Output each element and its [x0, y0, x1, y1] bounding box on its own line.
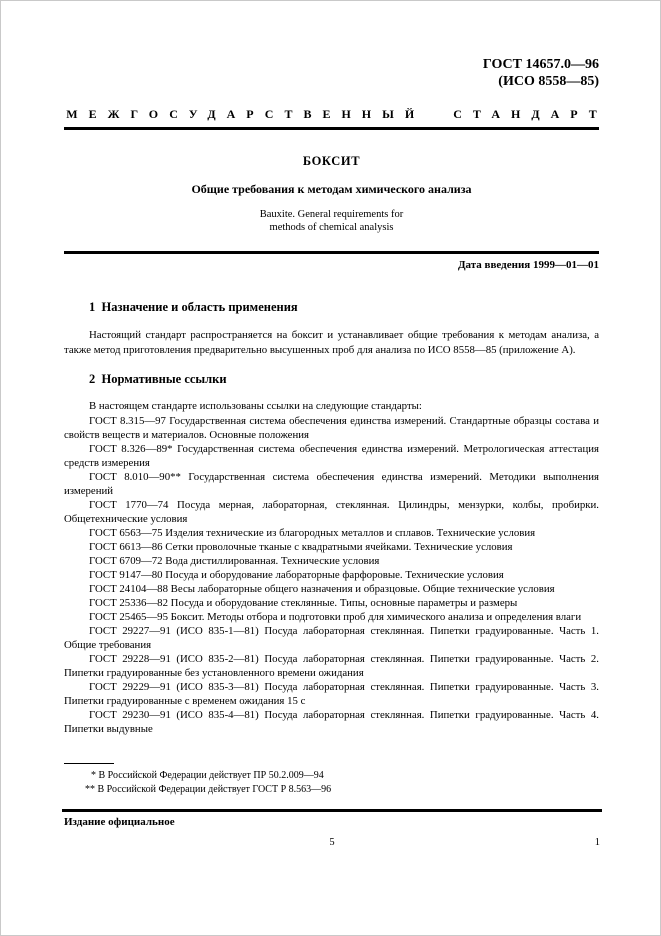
- footer-block: [62, 809, 602, 851]
- doc-number-block: [64, 56, 599, 90]
- references-list: [64, 414, 599, 736]
- header-divider: [64, 127, 599, 130]
- reference-item: ГОСТ 24104—88 Весы лабораторные общего назначения и образцовые. Общие технические условия: [89, 582, 555, 595]
- reference-item: ГОСТ 8.010—90** Государственная система обеспечения единства измерений. Методики выполнения измерений: [64, 470, 599, 497]
- reference-item: ГОСТ 25336—82 Посуда и оборудование стеклянные. Типы, основные параметры и размеры: [89, 596, 518, 609]
- reference-item: ГОСТ 29228—91 (ИСО 835-2—81) Посуда лабораторная стеклянная. Пипетки градуированные. Часть 2. Пипетки градуированные без установленного времени ожидания: [64, 652, 599, 679]
- reference-item: ГОСТ 6563—75 Изделия технические из благородных металлов и сплавов. Технические условия: [89, 526, 536, 539]
- reference-item: ГОСТ 1770—74 Посуда мерная, лабораторная, стеклянная. Цилиндры, мензурки, колбы, пробирки. Общетехнические условия: [64, 498, 599, 525]
- reference-item: ГОСТ 8.326—89* Государственная система обеспечения единства измерений. Метрологическая аттестация средств измерения: [64, 442, 599, 469]
- reference-item: ГОСТ 29229—91 (ИСО 835-3—81) Посуда лабораторная стеклянная. Пипетки градуированные. Часть 3. Пипетки градуированные с временем ожидания 15 с: [64, 680, 599, 707]
- reference-item: ГОСТ 29227—91 (ИСО 835-1—81) Посуда лабораторная стеклянная. Пипетки градуированные. Часть 1. Общие требования: [64, 624, 599, 651]
- edition-note: Издание официальное: [64, 815, 175, 828]
- doc-title-english: [64, 208, 599, 234]
- reference-item: ГОСТ 9147—80 Посуда и оборудование лабораторные фарфоровые. Технические условия: [89, 568, 504, 581]
- reference-item: ГОСТ 25465—95 Боксит. Методы отбора и подготовки проб для химического анализа и определения влаги: [89, 610, 582, 623]
- doc-title: БОКСИТ: [302, 154, 361, 168]
- doc-title-english-line2: methods of chemical analysis: [269, 222, 394, 233]
- reference-item: ГОСТ 29230—91 (ИСО 835-4—81) Посуда лабораторная стеклянная. Пипетки градуированные. Часть 4. Пипетки выдувные: [64, 708, 599, 735]
- doc-title-english-line1: Bauxite. General requirements for: [259, 209, 404, 220]
- section-2-intro: В настоящем стандарте использованы ссылки на следующие стандарты:: [89, 400, 422, 412]
- footnote-1: * В Российской Федерации действует ПР 50.2.009—94: [91, 770, 324, 781]
- doc-iso-number: (ИСО 8558—85): [498, 74, 599, 89]
- section-1-paragraph: Настоящий стандарт распространяется на боксит и устанавливает общие требования к методам анализа, а также метод приготовления предварительно высушенных проб для анализа по ИСО 8558—85 (приложение А).: [64, 329, 599, 356]
- effective-date: Дата введения 1999—01—01: [457, 259, 599, 271]
- doc-number: ГОСТ 14657.0—96: [482, 57, 599, 72]
- date-divider: [64, 251, 599, 254]
- section-2-heading: 2 Нормативные ссылки: [89, 372, 227, 386]
- reference-item: ГОСТ 8.315—97 Государственная система обеспечения единства измерений. Стандартные образцы состава и свойств веществ и материалов. Основные положения: [64, 414, 599, 441]
- doc-subtitle: Общие требования к методам химического анализа: [191, 182, 472, 196]
- footnote-divider: [64, 763, 114, 764]
- footnote-2: ** В Российской Федерации действует ГОСТ Р 8.563—96: [85, 783, 332, 795]
- reference-item: ГОСТ 6709—72 Вода дистиллированная. Технические условия: [89, 554, 380, 567]
- reference-item: ГОСТ 6613—86 Сетки проволочные тканые с квадратными ячейками. Технические условия: [89, 540, 513, 553]
- section-1-heading: 1 Назначение и область применения: [89, 300, 298, 314]
- page-number-right: 1: [594, 836, 600, 848]
- page-number-center: 5: [329, 836, 335, 848]
- standard-kind-banner: МЕЖГОСУДАРСТВЕННЫЙ СТАНДАРТ: [66, 107, 608, 121]
- footnote-block: [64, 763, 599, 796]
- page-number-row: [62, 837, 602, 851]
- footer-divider: [62, 809, 602, 812]
